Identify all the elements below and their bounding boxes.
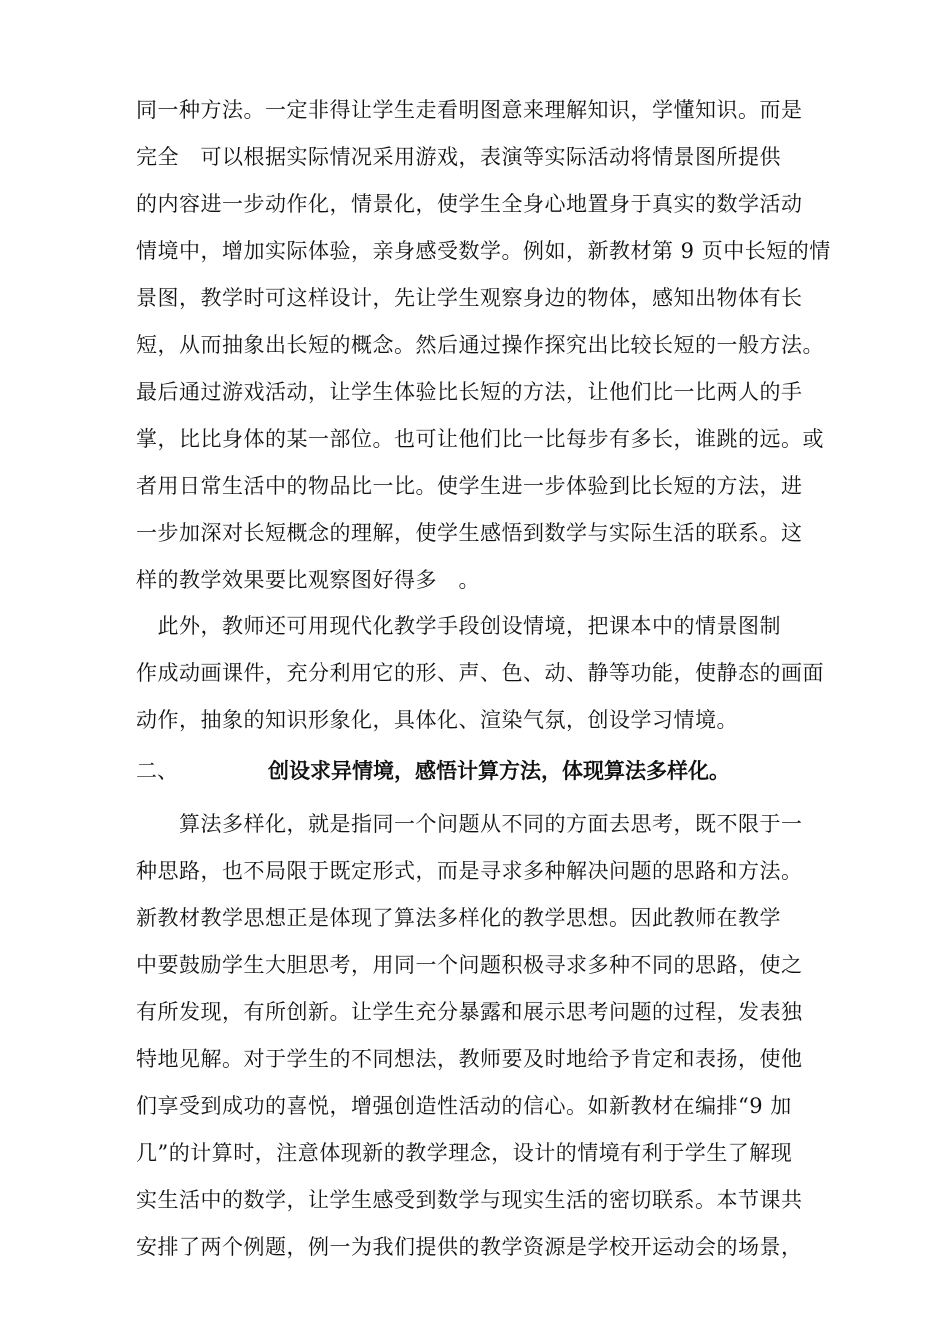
text-line: 景图，教学时可这样设计，先让学生观察身边的物体，感知出物体有长 [136,286,803,310]
text-line: 们享受到成功的喜悦，增强创造性活动的信心。如新教材在编排“9 加 [136,1094,792,1118]
text-line: 短，从而抽象出长短的概念。然后通过操作探究出比较长短的一般方法。 [136,333,824,357]
text-line: 算法多样化，就是指同一个问题从不同的方面去思考，既不限于一 [136,812,803,836]
text-line: 实生活中的数学，让学生感受到数学与现实生活的密切联系。本节课共 [136,1188,803,1212]
text-line: 作成动画课件，充分利用它的形、声、色、动、静等功能，使静态的画面 [136,661,824,685]
text-line: 的内容进一步动作化，情景化，使学生全身心地置身于真实的数学活动 [136,192,803,216]
text-line: 样的教学效果要比观察图好得多 。 [136,568,480,592]
text-line: 此外，教师还可用现代化教学手段创设情境，把课本中的情景图制 [136,614,781,638]
text-line: 掌，比比身体的某一部位。也可让他们比一比每步有多长，谁跳的远。或 [136,427,824,451]
text-line: 同一种方法。一定非得让学生走看明图意来理解知识，学懂知识。而是 [136,98,803,122]
text-line: 特地见解。对于学生的不同想法，教师要及时地给予肯定和表扬，使他 [136,1047,803,1071]
text-line: 新教材教学思想正是体现了算法多样化的教学思想。因此教师在教学 [136,906,781,930]
text-line: 情境中，增加实际体验，亲身感受数学。例如，新教材第 9 页中长短的情 [136,239,831,263]
text-line: 有所发现，有所创新。让学生充分暴露和展示思考问题的过程，发表独 [136,1000,803,1024]
text-line: 完全 可以根据实际情况采用游戏，表演等实际活动将情景图所提供 [136,145,781,169]
text-line: 者用日常生活中的物品比一比。使学生进一步体验到比长短的方法，进 [136,474,803,498]
heading-number: 二、 [136,759,178,783]
text-line: 中要鼓励学生大胆思考，用同一个问题积极寻求多种不同的思路，使之 [136,953,803,977]
heading-title: 创设求异情境，感悟计算方法，体现算法多样化。 [268,758,730,783]
text-line: 一步加深对长短概念的理解，使学生感悟到数学与实际生活的联系。这 [136,521,803,545]
text-line: 动作，抽象的知识形象化，具体化、渲染气氛，创设学习情境。 [136,708,738,732]
text-line: 几”的计算时，注意体现新的教学理念，设计的情境有利于学生了解现 [136,1141,793,1165]
text-line: 种思路，也不局限于既定形式，而是寻求多种解决问题的思路和方法。 [136,859,803,883]
text-line: 安排了两个例题，例一为我们提供的教学资源是学校开运动会的场景， [136,1235,803,1259]
text-line: 最后通过游戏活动，让学生体验比长短的方法，让他们比一比两人的手 [136,380,803,404]
